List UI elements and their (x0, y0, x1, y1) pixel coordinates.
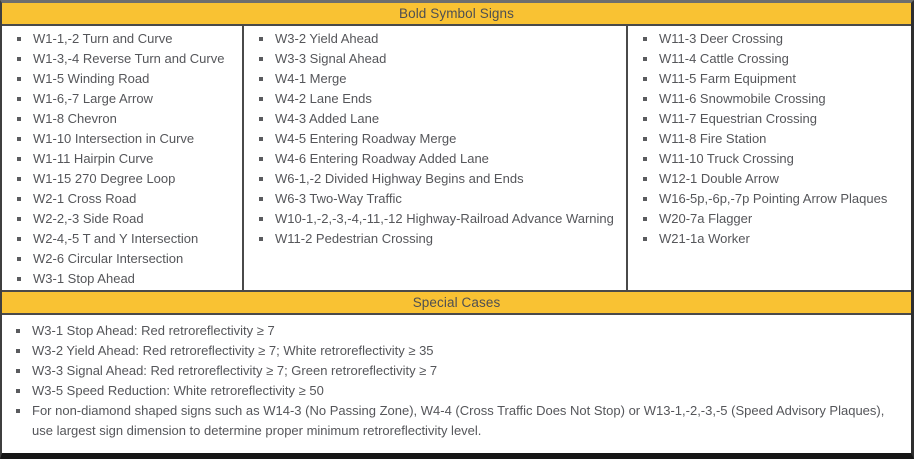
bullet-square-icon (643, 97, 647, 101)
list-item-label: W4-3 Added Lane (275, 111, 380, 126)
sign-list-item (2, 149, 242, 169)
bullet-square-icon (259, 197, 263, 201)
list-item-label: W2-6 Circular Intersection (33, 251, 184, 266)
sign-list-item (628, 229, 911, 249)
bullet-square-icon (643, 137, 647, 141)
list-item-label: W3-1 Stop Ahead: Red retroreflectivity ≥ 7 (32, 323, 275, 338)
special-case-item (2, 401, 911, 441)
bold-symbol-signs-header: Bold Symbol Signs (2, 3, 911, 26)
special-cases-header: Special Cases (2, 290, 911, 315)
bullet-square-icon (16, 409, 20, 413)
sign-list-item (2, 189, 242, 209)
bullet-square-icon (16, 389, 20, 393)
sign-list-item (628, 209, 911, 229)
sign-list-item (2, 49, 242, 69)
bullet-square-icon (259, 117, 263, 121)
sign-list-column-1 (2, 29, 242, 289)
special-cases-list (2, 321, 911, 441)
list-item-label: W1-1,-2 Turn and Curve (33, 31, 173, 46)
bullet-square-icon (17, 257, 21, 261)
special-case-item (2, 361, 911, 381)
list-item-label: W4-5 Entering Roadway Merge (275, 131, 457, 146)
list-item-label: W11-7 Equestrian Crossing (659, 111, 817, 126)
list-item-label: W4-6 Entering Roadway Added Lane (275, 151, 489, 166)
list-item-label: W12-1 Double Arrow (659, 171, 779, 186)
bullet-square-icon (259, 217, 263, 221)
sign-list-item (628, 149, 911, 169)
special-cases-section (2, 315, 911, 453)
bullet-square-icon (17, 97, 21, 101)
list-item-label: W1-11 Hairpin Curve (33, 151, 154, 166)
bullet-square-icon (16, 329, 20, 333)
sign-list-item (628, 129, 911, 149)
list-item-label: W1-15 270 Degree Loop (33, 171, 176, 186)
bullet-square-icon (259, 37, 263, 41)
bullet-square-icon (17, 157, 21, 161)
list-item-label: W11-6 Snowmobile Crossing (659, 91, 826, 106)
list-item-label: W2-1 Cross Road (33, 191, 137, 206)
list-item-label: W6-1,-2 Divided Highway Begins and Ends (275, 171, 524, 186)
bullet-square-icon (16, 349, 20, 353)
list-item-label: For non-diamond shaped signs such as W14-3 (No Passing Zone), W4-4 (Cross Traffic Does Not Stop) or W13-1,-2,-3,-5 (Speed Advisory Plaques), use largest sign dimension to determine proper minimum retroreflectivity level. (32, 403, 885, 438)
list-item-label: W3-3 Signal Ahead (275, 51, 387, 66)
sign-list-item (2, 29, 242, 49)
bullet-square-icon (259, 57, 263, 61)
sign-column-3 (628, 26, 911, 290)
list-item-label: W1-10 Intersection in Curve (33, 131, 195, 146)
bullet-square-icon (17, 237, 21, 241)
bullet-square-icon (643, 177, 647, 181)
bullet-square-icon (17, 77, 21, 81)
sign-list-item (2, 109, 242, 129)
bullet-square-icon (17, 197, 21, 201)
list-item-label: W11-3 Deer Crossing (659, 31, 784, 46)
bullet-square-icon (17, 137, 21, 141)
sign-list-item (244, 169, 626, 189)
list-item-label: W1-8 Chevron (33, 111, 117, 126)
sign-list-item (628, 169, 911, 189)
special-case-item (2, 321, 911, 341)
list-item-label: W20-7a Flagger (659, 211, 753, 226)
list-item-label: W21-1a Worker (659, 231, 750, 246)
bullet-square-icon (643, 217, 647, 221)
sign-list-column-3 (628, 29, 911, 249)
sign-list-item (244, 89, 626, 109)
sign-list-item (628, 29, 911, 49)
sign-list-item (2, 69, 242, 89)
bullet-square-icon (259, 137, 263, 141)
bullet-square-icon (259, 177, 263, 181)
sign-list-item (2, 229, 242, 249)
sign-list-item (244, 49, 626, 69)
sign-list-item (244, 29, 626, 49)
sign-list-item (244, 229, 626, 249)
list-item-label: W4-2 Lane Ends (275, 91, 372, 106)
list-item-label: W1-5 Winding Road (33, 71, 150, 86)
bullet-square-icon (643, 197, 647, 201)
sign-list-item (628, 109, 911, 129)
bullet-square-icon (643, 37, 647, 41)
bullet-square-icon (259, 237, 263, 241)
sign-list-item (244, 69, 626, 89)
bullet-square-icon (259, 77, 263, 81)
sign-list-item (2, 169, 242, 189)
list-item-label: W3-2 Yield Ahead: Red retroreflectivity ≥ 7; White retroreflectivity ≥ 35 (32, 343, 434, 358)
list-item-label: W4-1 Merge (275, 71, 347, 86)
sign-list-item (2, 269, 242, 289)
bullet-square-icon (643, 117, 647, 121)
list-item-label: W3-5 Speed Reduction: White retroreflectivity ≥ 50 (32, 383, 324, 398)
list-item-label: W3-2 Yield Ahead (275, 31, 379, 46)
bullet-square-icon (17, 37, 21, 41)
special-case-item (2, 341, 911, 361)
sign-list-item (244, 189, 626, 209)
sign-list-column-2 (244, 29, 626, 249)
sign-list-item (628, 89, 911, 109)
bold-symbol-signs-columns (2, 26, 911, 290)
sign-list-item (628, 189, 911, 209)
list-item-label: W1-6,-7 Large Arrow (33, 91, 153, 106)
bullet-square-icon (17, 57, 21, 61)
bullet-square-icon (643, 57, 647, 61)
bullet-square-icon (643, 77, 647, 81)
bullet-square-icon (17, 117, 21, 121)
sign-list-item (2, 89, 242, 109)
sign-list-item (244, 109, 626, 129)
sign-list-item (244, 209, 626, 229)
sign-list-item (244, 149, 626, 169)
bullet-square-icon (259, 157, 263, 161)
list-item-label: W2-2,-3 Side Road (33, 211, 144, 226)
list-item-label: W11-8 Fire Station (659, 131, 767, 146)
special-case-item (2, 381, 911, 401)
list-item-label: W11-10 Truck Crossing (659, 151, 794, 166)
sign-list-item (244, 129, 626, 149)
list-item-label: W1-3,-4 Reverse Turn and Curve (33, 51, 225, 66)
list-item-label: W11-4 Cattle Crossing (659, 51, 789, 66)
sign-list-item (2, 249, 242, 269)
list-item-label: W3-3 Signal Ahead: Red retroreflectivity ≥ 7; Green retroreflectivity ≥ 7 (32, 363, 438, 378)
sign-list-item (2, 209, 242, 229)
list-item-label: W2-4,-5 T and Y Intersection (33, 231, 199, 246)
bullet-square-icon (17, 177, 21, 181)
sign-list-item (628, 49, 911, 69)
list-item-label: W11-2 Pedestrian Crossing (275, 231, 433, 246)
bullet-square-icon (643, 237, 647, 241)
sign-list-item (2, 129, 242, 149)
list-item-label: W11-5 Farm Equipment (659, 71, 797, 86)
bullet-square-icon (16, 369, 20, 373)
sign-column-2 (242, 26, 628, 290)
list-item-label: W3-1 Stop Ahead (33, 271, 135, 286)
list-item-label: W10-1,-2,-3,-4,-11,-12 Highway-Railroad Advance Warning (275, 211, 614, 226)
list-item-label: W6-3 Two-Way Traffic (275, 191, 402, 206)
sign-list-item (628, 69, 911, 89)
bullet-square-icon (17, 277, 21, 281)
bullet-square-icon (17, 217, 21, 221)
list-item-label: W16-5p,-6p,-7p Pointing Arrow Plaques (659, 191, 888, 206)
bullet-square-icon (259, 97, 263, 101)
bullet-square-icon (643, 157, 647, 161)
sign-column-1 (2, 26, 242, 290)
